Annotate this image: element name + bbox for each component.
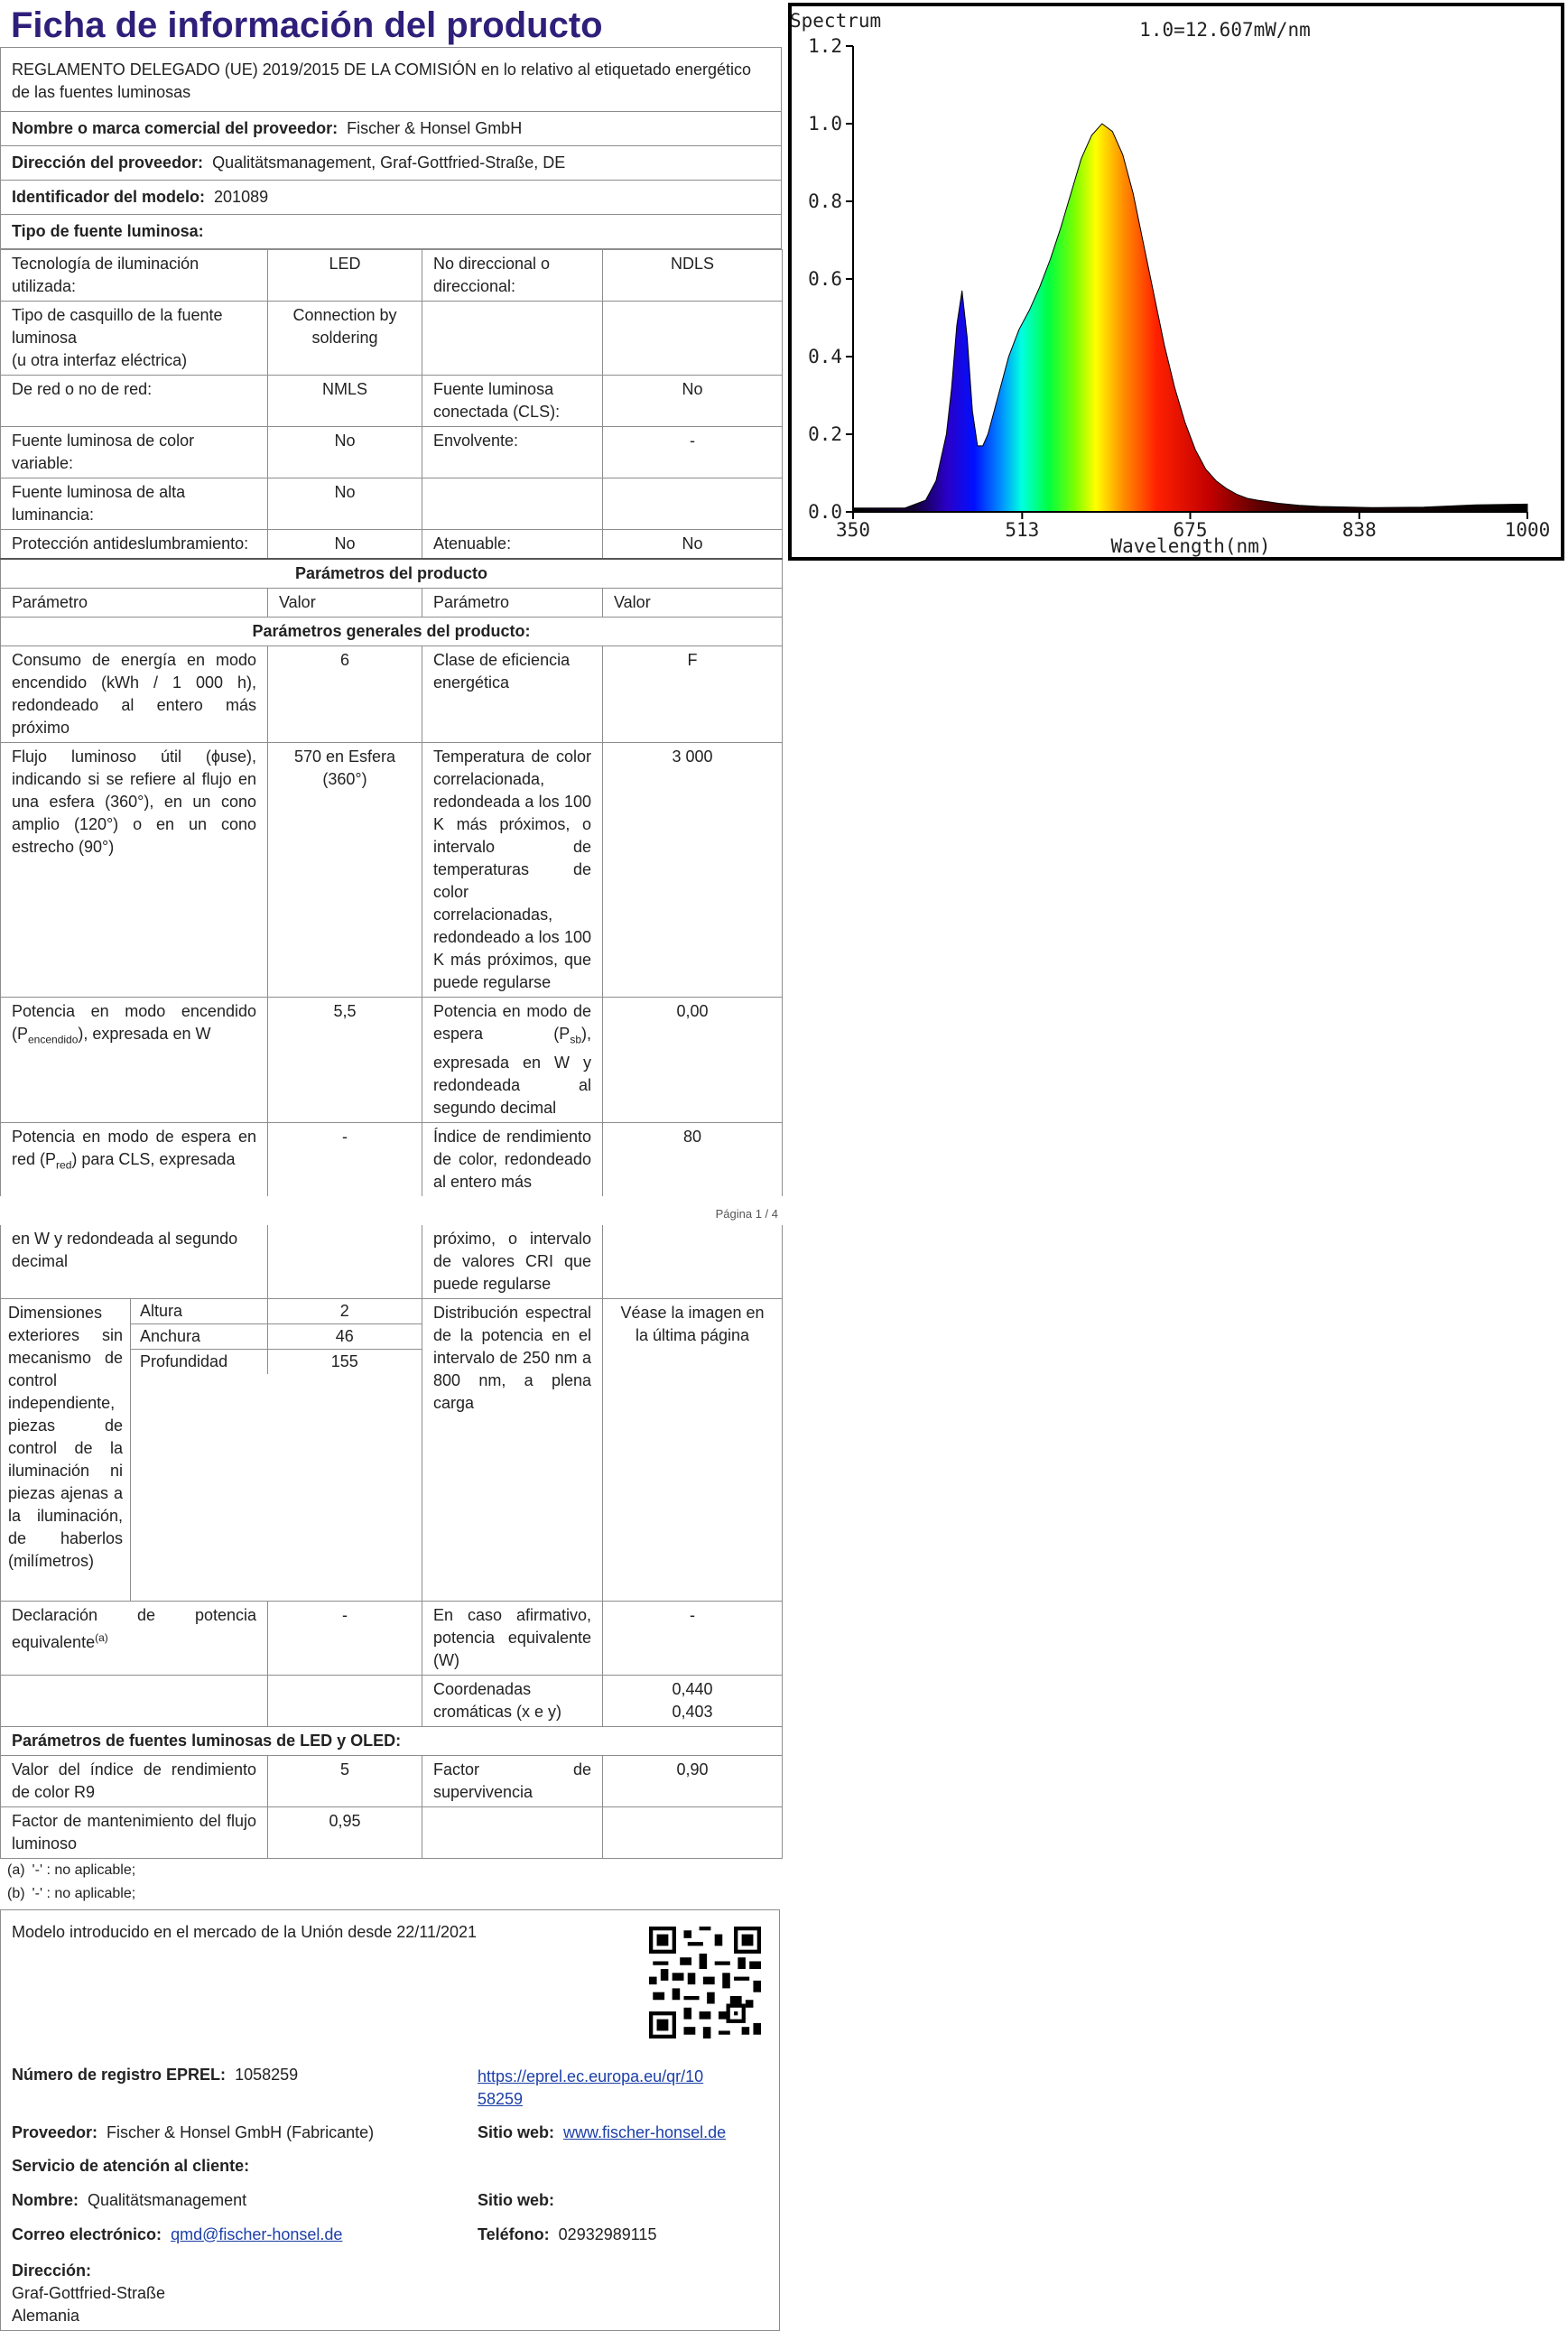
text: ) para CLS, expresada	[71, 1149, 236, 1168]
model-value: 201089	[214, 188, 269, 206]
label-cell: Tecnología de iluminación utilizada:	[1, 250, 268, 302]
value-cell: LED	[268, 250, 422, 302]
table-row	[1, 302, 783, 376]
table-row	[1, 1675, 783, 1726]
depth-label: Profundidad	[131, 1349, 267, 1374]
table-row	[1, 1806, 783, 1858]
service-label	[12, 2157, 249, 2176]
empty-cell	[422, 478, 603, 530]
dimensions-row	[1, 1298, 783, 1601]
table-row	[1, 530, 783, 560]
spectrum-svg	[792, 6, 1561, 557]
phone-label: Teléfono:	[478, 2224, 550, 2243]
general-header: Parámetros generales del producto:	[1, 618, 783, 646]
email-link[interactable]: qmd@fischer-honsel.de	[171, 2224, 343, 2243]
label-cell	[1, 1122, 268, 1196]
value-cell: No	[268, 478, 422, 530]
label-cell: Fuente luminosa de alta luminancia:	[1, 478, 268, 530]
label-cell: Flujo luminoso útil (ϕuse), indicando si se refiere al flujo en una esfera (360°), en un cono amplio (120°) o en un cono estrecho (90°)	[1, 743, 268, 998]
x-tick-label: 350	[836, 519, 870, 541]
page-title: Ficha de información del producto	[11, 5, 603, 45]
cap-type-label: Tipo de casquillo de la fuente luminosa	[12, 306, 223, 347]
label-cell	[1, 998, 268, 1123]
source-type-label: Tipo de fuente luminosa:	[12, 222, 204, 240]
chroma-y: 0,403	[672, 1702, 713, 1721]
chroma-x: 0,440	[672, 1679, 713, 1698]
regulation-text: REGLAMENTO DELEGADO (UE) 2019/2015 DE LA COMISIÓN en lo relativo al etiquetado energético de las fuentes luminosas	[0, 47, 782, 112]
value-cell: No	[603, 376, 783, 427]
empty-cell	[603, 302, 783, 376]
x-tick-label: 513	[1005, 519, 1040, 541]
intro-text: Modelo introducido en el mercado de la Unión desde 22/11/2021	[12, 1922, 478, 1941]
source-type-table	[0, 249, 783, 1196]
address-value: Qualitätsmanagement, Graf-Gottfried-Straße, DE	[212, 153, 566, 172]
label-cell: Atenuable:	[422, 530, 603, 560]
table-row	[1, 1601, 783, 1675]
x-axis-label: Wavelength(nm)	[1110, 535, 1271, 557]
website-row	[478, 2123, 726, 2142]
label-cell: De red o no de red:	[1, 376, 268, 427]
y-tick-label: 0.8	[808, 190, 842, 212]
provider-row	[12, 2123, 374, 2142]
spectral-distribution-label: Distribución espectral de la potencia en el intervalo de 250 nm a 800 nm, a plena carga	[422, 1298, 603, 1601]
spectrum-area	[853, 124, 1527, 512]
subscript: sb	[570, 1033, 581, 1046]
empty-cell	[422, 1806, 603, 1858]
provider-label: Proveedor:	[12, 2122, 98, 2141]
eprel-link-line1[interactable]: https://eprel.ec.europa.eu/qr/10	[478, 2066, 704, 2085]
value-cell: No	[268, 427, 422, 478]
y-axis	[808, 35, 853, 523]
label-cell	[1, 302, 268, 376]
eprel-label: Número de registro EPREL:	[12, 2065, 227, 2084]
value-cell: No	[603, 530, 783, 560]
table-row	[1, 646, 783, 743]
column-header: Parámetro	[1, 589, 268, 618]
email-row	[12, 2225, 342, 2244]
address-row	[0, 146, 782, 181]
eprel-link[interactable]	[478, 2066, 703, 2111]
empty-cell	[268, 1225, 422, 1299]
website2-row	[478, 2191, 554, 2210]
empty-cell	[1, 1675, 268, 1726]
note-a: (a) '-' : no aplicable;	[7, 1862, 136, 1878]
phone-value: 02932989115	[558, 2224, 657, 2243]
y-tick-label: 0.2	[808, 423, 842, 445]
table-row	[1, 376, 783, 427]
text: Potencia en modo de espera en red (P	[12, 1127, 256, 1168]
label-cell: No direccional o direccional:	[422, 250, 603, 302]
eprel-value: 1058259	[235, 2065, 299, 2084]
table-row	[1, 478, 783, 530]
column-header-row	[1, 589, 783, 618]
value-cell: NMLS	[268, 376, 422, 427]
footer-box	[0, 1909, 780, 2331]
label-cell: En caso afirmativo, potencia equivalente (W)	[422, 1601, 603, 1675]
spectrum-chart	[788, 3, 1564, 561]
dimensions-subtable	[131, 1298, 422, 1601]
y-tick-label: 0.6	[808, 268, 842, 290]
column-header: Valor	[603, 589, 783, 618]
table-row	[131, 1323, 422, 1349]
width-value: 46	[267, 1323, 422, 1349]
text: ), expresada en W	[78, 1025, 211, 1043]
superscript: (a)	[95, 1630, 108, 1644]
subscript: red	[56, 1158, 72, 1172]
label-cell: Fuente luminosa conectada (CLS):	[422, 376, 603, 427]
section-header-row	[1, 559, 783, 589]
text: Potencia en modo de espera (P	[433, 1002, 591, 1043]
value-cell: 0,90	[603, 1755, 783, 1806]
model-label: Identificador del modelo:	[12, 188, 206, 206]
x-tick-label: 1000	[1504, 519, 1551, 541]
x-tick-label: 675	[1173, 519, 1208, 541]
address-line2: Alemania	[12, 2306, 80, 2325]
led-header: Parámetros de fuentes luminosas de LED y OLED:	[1, 1726, 783, 1755]
source-type-row	[0, 215, 782, 249]
y-tick-label: 1.0	[808, 113, 842, 135]
value-cell: NDLS	[603, 250, 783, 302]
value-cell: 0,00	[603, 998, 783, 1123]
label-cell: Temperatura de color correlacionada, redondeada a los 100 K más próximos, o intervalo de temperaturas de color correlacionadas, redondeado a los 100 K más próximos, que puede regularse	[422, 743, 603, 998]
label-cell: Consumo de energía en modo encendido (kWh / 1 000 h), redondeado al entero más próximo	[1, 646, 268, 743]
chart-title: Spectrum	[792, 10, 882, 32]
service-label-text: Servicio de atención al cliente:	[12, 2156, 250, 2175]
label-cell	[1, 1601, 268, 1675]
empty-cell	[603, 478, 783, 530]
value-cell: 5,5	[268, 998, 422, 1123]
spectral-distribution-value: Véase la imagen en la última página	[603, 1298, 783, 1601]
empty-cell	[603, 1225, 783, 1299]
section-header-row	[1, 1726, 783, 1755]
provider-value: Fischer & Honsel GmbH (Fabricante)	[107, 2122, 375, 2141]
label-cell: Fuente luminosa de color variable:	[1, 427, 268, 478]
name-label: Nombre:	[12, 2190, 79, 2209]
table-row	[1, 1122, 783, 1196]
value-cell: F	[603, 646, 783, 743]
y-tick-label: 1.2	[808, 35, 842, 57]
address-block	[12, 2260, 165, 2327]
qr-code	[649, 1927, 761, 2038]
supplier-label: Nombre o marca comercial del proveedor:	[12, 119, 339, 137]
supplier-row	[0, 112, 782, 146]
continued-table	[0, 1225, 783, 1859]
page-number: Página 1 / 4	[715, 1206, 778, 1221]
label-cell: en W y redondeada al segundo decimal	[1, 1225, 268, 1299]
product-info-sheet	[0, 0, 782, 2331]
model-row	[0, 181, 782, 215]
label-cell: próximo, o intervalo de valores CRI que puede regularse	[422, 1225, 603, 1299]
text: ), expresada en W y redondeada al segundo decimal	[433, 1025, 591, 1117]
table-row	[1, 1755, 783, 1806]
cap-type-label-2: (u otra interfaz eléctrica)	[12, 351, 188, 369]
label-cell: Factor de mantenimiento del flujo luminoso	[1, 1806, 268, 1858]
label-cell: Protección antideslumbramiento:	[1, 530, 268, 560]
x-tick-label: 838	[1341, 519, 1377, 541]
y-tick-label: 0.0	[808, 501, 842, 523]
address-label: Dirección del proveedor:	[12, 153, 204, 172]
eprel-row	[12, 2066, 298, 2085]
label-cell	[422, 998, 603, 1123]
label-cell: Valor del índice de rendimiento de color R9	[1, 1755, 268, 1806]
supplier-value: Fischer & Honsel GmbH	[347, 119, 523, 137]
note-b: (b) '-' : no aplicable;	[7, 1885, 136, 1901]
label-cell: Índice de rendimiento de color, redondeado al entero más	[422, 1122, 603, 1196]
chart-annotation: 1.0=12.607mW/nm	[1139, 19, 1311, 41]
value-cell: -	[603, 427, 783, 478]
email-label: Correo electrónico:	[12, 2224, 162, 2243]
label-cell: Envolvente:	[422, 427, 603, 478]
label-cell: Clase de eficiencia energética	[422, 646, 603, 743]
dimensions-inner	[131, 1299, 422, 1374]
subscript: encendido	[28, 1033, 79, 1046]
table-row	[131, 1299, 422, 1324]
table-row	[1, 427, 783, 478]
website-link[interactable]: www.fischer-honsel.de	[563, 2122, 727, 2141]
empty-cell	[422, 302, 603, 376]
dimensions-label: Dimensiones exteriores sin mecanismo de control independiente, piezas de control de la iluminación ni piezas ajenas a la iluminación, de haberlos (milímetros)	[1, 1298, 131, 1601]
column-header: Valor	[268, 589, 422, 618]
section-header-row	[1, 618, 783, 646]
website-label: Sitio web:	[478, 2122, 554, 2141]
eprel-link-line2[interactable]: 58259	[478, 2089, 524, 2108]
phone-row	[478, 2225, 656, 2244]
table-row	[1, 1225, 783, 1299]
empty-cell	[268, 1675, 422, 1726]
height-value: 2	[267, 1299, 422, 1324]
value-cell: 3 000	[603, 743, 783, 998]
value-cell: -	[603, 1601, 783, 1675]
empty-cell	[603, 1806, 783, 1858]
website2-label: Sitio web:	[478, 2190, 554, 2209]
table-row	[131, 1349, 422, 1374]
label-cell: Coordenadas cromáticas (x e y)	[422, 1675, 603, 1726]
y-tick-label: 0.4	[808, 346, 842, 367]
height-label: Altura	[131, 1299, 267, 1324]
value-cell	[603, 1675, 783, 1726]
value-cell: 5	[268, 1755, 422, 1806]
value-cell: -	[268, 1601, 422, 1675]
value-cell: 80	[603, 1122, 783, 1196]
address-line1: Graf-Gottfried-Straße	[12, 2283, 166, 2302]
params-header: Parámetros del producto	[1, 559, 783, 589]
value-cell: 6	[268, 646, 422, 743]
name-value: Qualitätsmanagement	[88, 2190, 247, 2209]
address-label: Dirección:	[12, 2261, 92, 2280]
table-row	[1, 250, 783, 302]
table-row	[1, 743, 783, 998]
text: Potencia en modo encendido (P	[12, 1002, 256, 1043]
value-cell: 570 en Esfera (360°)	[268, 743, 422, 998]
value-cell: 0,95	[268, 1806, 422, 1858]
table-row	[1, 998, 783, 1123]
label-cell: Factor de supervivencia	[422, 1755, 603, 1806]
text: Declaración de potencia equivalente	[12, 1605, 256, 1651]
width-label: Anchura	[131, 1323, 267, 1349]
value-cell: Connection by soldering	[268, 302, 422, 376]
column-header: Parámetro	[422, 589, 603, 618]
value-cell: -	[268, 1122, 422, 1196]
depth-value: 155	[267, 1349, 422, 1374]
value-cell: No	[268, 530, 422, 560]
name-row	[12, 2191, 246, 2210]
